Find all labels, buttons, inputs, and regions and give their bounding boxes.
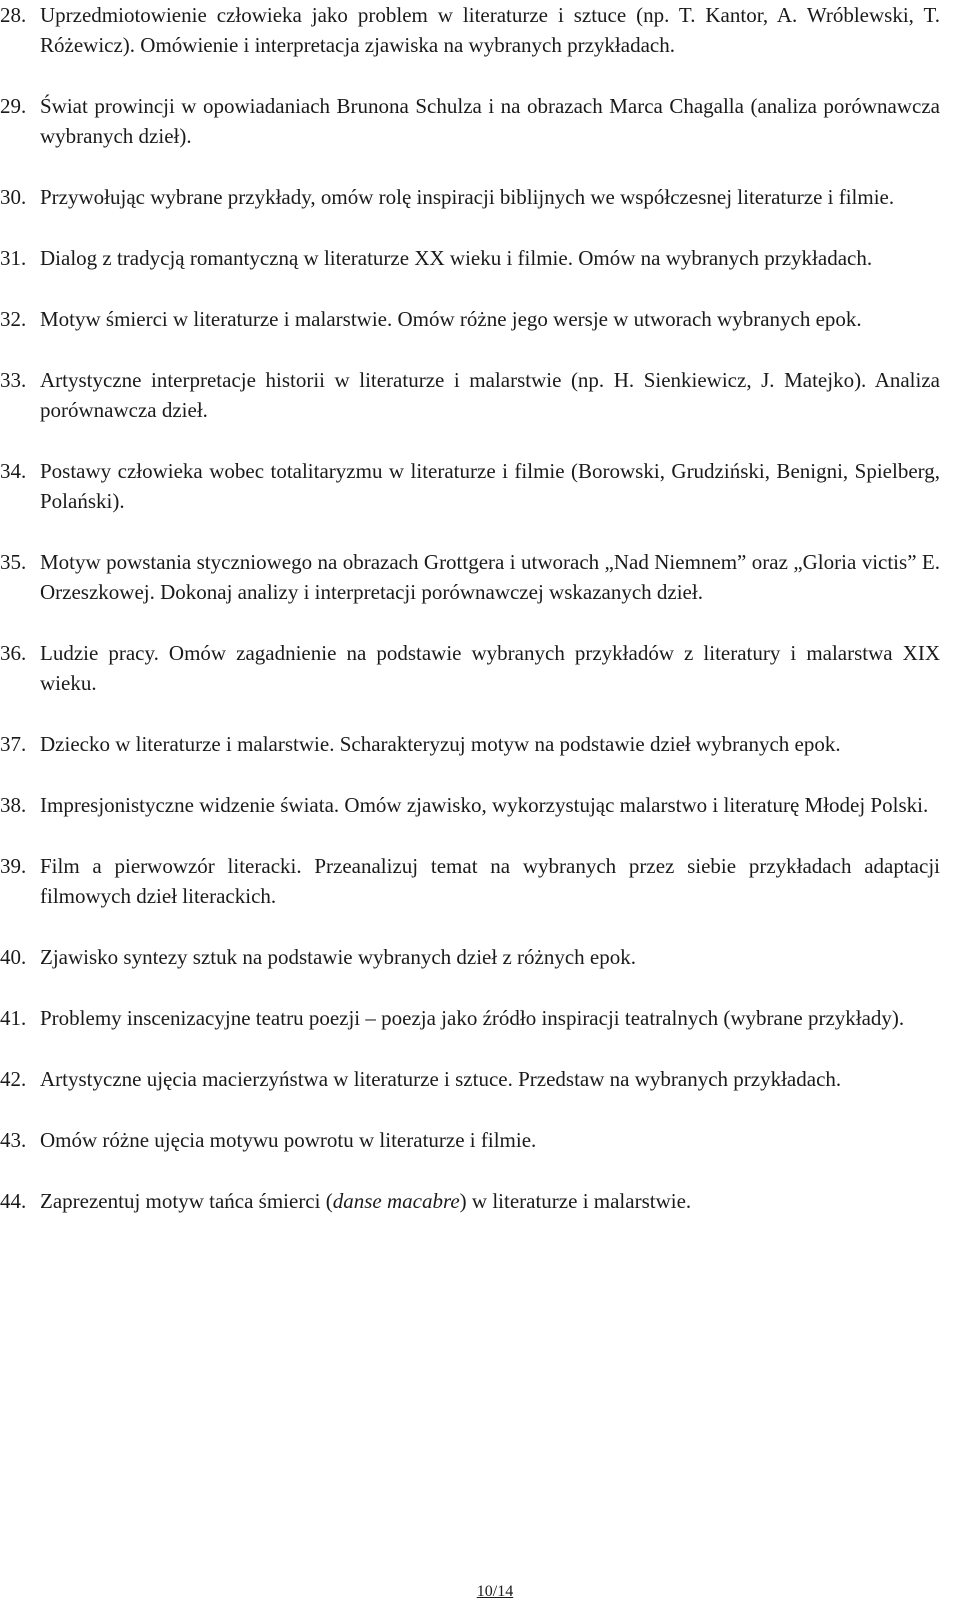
topic-item-35 <box>0 547 960 607</box>
topic-text: Przywołując wybrane przykłady, omów rolę inspiracji biblijnych we współczesnej literaturze i filmie. <box>40 185 895 209</box>
topic-item-40 <box>0 942 960 972</box>
topic-item-36 <box>0 638 960 698</box>
topic-number: 31. <box>0 246 27 270</box>
topic-text: Uprzedmiotowienie człowieka jako problem w literaturze i sztuce (np. T. Kantor, A. Wróblewski, T. Różewicz). Omówienie i interpretacja zjawiska na wybranych przykładach. <box>40 3 940 57</box>
topic-number: 28. <box>0 3 27 27</box>
topic-text: Impresjonistyczne widzenie świata. Omów zjawisko, wykorzystując malarstwo i literaturę Młodej Polski. <box>40 793 929 817</box>
topic-number: 29. <box>0 94 27 118</box>
topic-item-44 <box>0 1186 960 1216</box>
topic-number: 43. <box>0 1128 27 1152</box>
topic-item-32 <box>0 304 960 334</box>
topic-item-30 <box>0 182 960 212</box>
topic-item-43 <box>0 1125 960 1155</box>
topic-number: 32. <box>0 307 27 331</box>
topic-text <box>40 1186 940 1216</box>
topic-number: 44. <box>0 1189 27 1213</box>
topic-number: 34. <box>0 459 27 483</box>
topic-text: Dziecko w literaturze i malarstwie. Scharakteryzuj motyw na podstawie dzieł wybranych epok. <box>40 732 841 756</box>
topic-item-29 <box>0 91 960 151</box>
page-footer <box>0 1582 960 1602</box>
topic-text: Motyw śmierci w literaturze i malarstwie. Omów różne jego wersje w utworach wybranych epok. <box>40 307 862 331</box>
topic-item-34 <box>0 456 960 516</box>
topic-item-38 <box>0 790 960 820</box>
topic-item-28 <box>0 0 960 60</box>
topic-item-39 <box>0 851 960 911</box>
topic-number: 37. <box>0 732 27 756</box>
topic-item-41 <box>0 1003 960 1033</box>
topic-text: Film a pierwowzór literacki. Przeanalizuj temat na wybranych przez siebie przykładach adaptacji filmowych dzieł literackich. <box>40 854 940 908</box>
topic-text: Artystyczne ujęcia macierzyństwa w literaturze i sztuce. Przedstaw na wybranych przykładach. <box>40 1067 842 1091</box>
topic-text: Postawy człowieka wobec totalitaryzmu w literaturze i filmie (Borowski, Grudziński, Benigni, Spielberg, Polański). <box>40 459 940 513</box>
topic-item-42 <box>0 1064 960 1094</box>
topic-text-italic: danse macabre <box>332 1189 460 1213</box>
topic-text: Motyw powstania styczniowego na obrazach Grottgera i utworach „Nad Niemnem” oraz „Gloria victis” E. Orzeszkowej. Dokonaj analizy i interpretacji porównawczej wskazanych dzieł. <box>40 550 940 604</box>
topic-text: Artystyczne interpretacje historii w literaturze i malarstwie (np. H. Sienkiewicz, J. Matejko). Analiza porównawcza dzieł. <box>40 368 940 422</box>
topic-text: Omów różne ujęcia motywu powrotu w literaturze i filmie. <box>40 1128 537 1152</box>
topic-text: Świat prowincji w opowiadaniach Brunona Schulza i na obrazach Marca Chagalla (analiza porównawcza wybranych dzieł). <box>40 94 940 148</box>
topic-text-end: ) w literaturze i malarstwie. <box>459 1189 692 1213</box>
topic-item-33 <box>0 365 960 425</box>
topic-number: 30. <box>0 185 27 209</box>
topic-number: 42. <box>0 1067 27 1091</box>
topic-number: 40. <box>0 945 27 969</box>
topic-number: 33. <box>0 368 27 392</box>
topic-number: 36. <box>0 641 27 665</box>
topic-text: Problemy inscenizacyjne teatru poezji – poezja jako źródło inspiracji teatralnych (wybrane przykłady). <box>40 1006 905 1030</box>
topic-number: 35. <box>0 550 27 574</box>
topic-item-31 <box>0 243 960 273</box>
topic-number: 41. <box>0 1006 27 1030</box>
topic-number: 39. <box>0 854 27 878</box>
topic-text-start: Zaprezentuj motyw tańca śmierci ( <box>40 1189 333 1213</box>
topic-text: Dialog z tradycją romantyczną w literaturze XX wieku i filmie. Omów na wybranych przykładach. <box>40 246 873 270</box>
topic-text: Ludzie pracy. Omów zagadnienie na podstawie wybranych przykładów z literatury i malarstwa XIX wieku. <box>40 641 940 695</box>
topic-number: 38. <box>0 793 27 817</box>
topic-text: Zjawisko syntezy sztuk na podstawie wybranych dzieł z różnych epok. <box>40 945 636 969</box>
page-number: 10/14 <box>476 1583 514 1600</box>
topic-item-37 <box>0 729 960 759</box>
